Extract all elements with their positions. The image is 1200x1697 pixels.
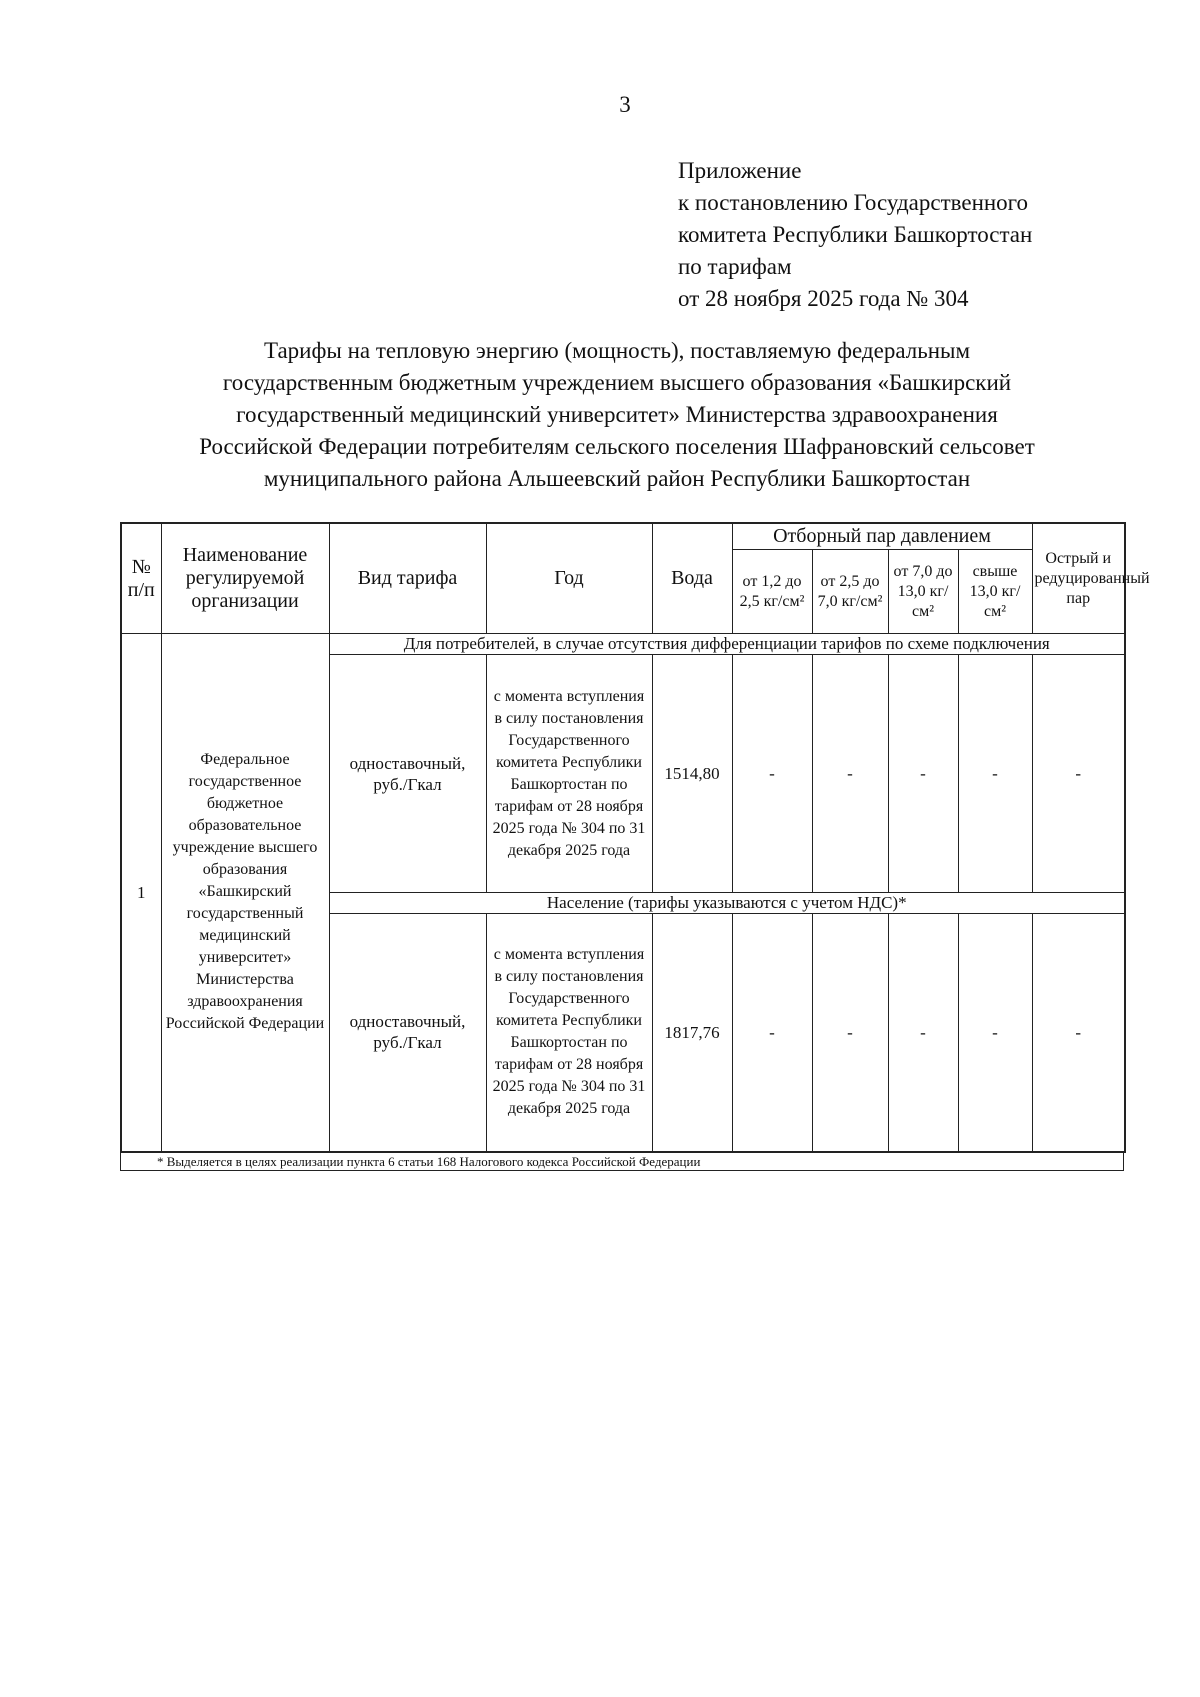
pressure-3-value: -: [888, 655, 958, 893]
period-cell: с момента вступления в силу постановления Государственного комитета Республики Башкортостан по тарифам от 28 ноября 2025 года № 304 по 31 декабря 2025 года: [486, 655, 652, 893]
page-number: 3: [619, 92, 631, 117]
header-pressure-3: от 7,0 до 13,0 кг/см²: [888, 550, 958, 634]
tariff-table-wrapper: [120, 522, 1150, 1171]
tariff-type-cell: одноставочный, руб./Гкал: [329, 914, 486, 1152]
appendix-block: [678, 155, 1032, 315]
pressure-1-value: -: [732, 655, 812, 893]
pressure-3-value: -: [888, 914, 958, 1152]
pressure-1-value: -: [732, 914, 812, 1152]
appendix-line: от 28 ноября 2025 года № 304: [678, 286, 969, 311]
header-tariff-type: Вид тарифа: [329, 523, 486, 634]
pressure-4-value: -: [958, 655, 1032, 893]
row-number: 1: [121, 634, 161, 1152]
organization-name: Федеральное государственное бюджетное образовательное учреждение высшего образования «Башкирский государственный медицинский университет» Министерства здравоохранения Российской Федерации: [161, 634, 329, 1152]
document-title: [112, 335, 1122, 495]
title-line: Российской Федерации потребителям сельского поселения Шафрановский сельсовет: [199, 434, 1035, 459]
footnote: * Выделяется в целях реализации пункта 6 статьи 168 Налогового кодекса Российской Федерации: [120, 1153, 1124, 1171]
sharp-steam-value: -: [1032, 914, 1125, 1152]
water-value: 1817,76: [652, 914, 732, 1152]
title-line: государственный медицинский университет» Министерства здравоохранения: [236, 402, 998, 427]
sharp-steam-value: -: [1032, 655, 1125, 893]
appendix-line: к постановлению Государственного: [678, 190, 1029, 215]
title-line: муниципального района Альшеевский район Республики Башкортостан: [263, 466, 971, 491]
header-pressure-2: от 2,5 до 7,0 кг/см²: [812, 550, 888, 634]
period-cell: с момента вступления в силу постановления Государственного комитета Республики Башкортостан по тарифам от 28 ноября 2025 года № 304 по 31 декабря 2025 года: [486, 914, 652, 1152]
title-line: государственным бюджетным учреждением высшего образования «Башкирский: [222, 370, 1012, 395]
header-pressure-4: свыше 13,0 кг/см²: [958, 550, 1032, 634]
title-line: Тарифы на тепловую энергию (мощность), поставляемую федеральным: [263, 338, 971, 363]
water-value: 1514,80: [652, 655, 732, 893]
header-org: Наименование регулируемой организации: [161, 523, 329, 634]
header-num: № п/п: [121, 523, 161, 634]
pressure-2-value: -: [812, 655, 888, 893]
pressure-4-value: -: [958, 914, 1032, 1152]
header-steam-group: Отборный пар давлением: [732, 523, 1032, 550]
pressure-2-value: -: [812, 914, 888, 1152]
section-label: Население (тарифы указываются с учетом НДС)*: [329, 893, 1125, 914]
appendix-line: комитета Республики Башкортостан: [678, 222, 1033, 247]
section-label: Для потребителей, в случае отсутствия дифференциации тарифов по схеме подключения: [329, 634, 1125, 655]
appendix-line: по тарифам: [678, 254, 792, 279]
header-year: Год: [486, 523, 652, 634]
tariff-type-cell: одноставочный, руб./Гкал: [329, 655, 486, 893]
header-water: Вода: [652, 523, 732, 634]
appendix-line: Приложение: [678, 158, 802, 183]
tariff-table: [120, 522, 1150, 1153]
header-sharp-steam: Острый и редуцированный пар: [1032, 523, 1125, 634]
header-pressure-1: от 1,2 до 2,5 кг/см²: [732, 550, 812, 634]
